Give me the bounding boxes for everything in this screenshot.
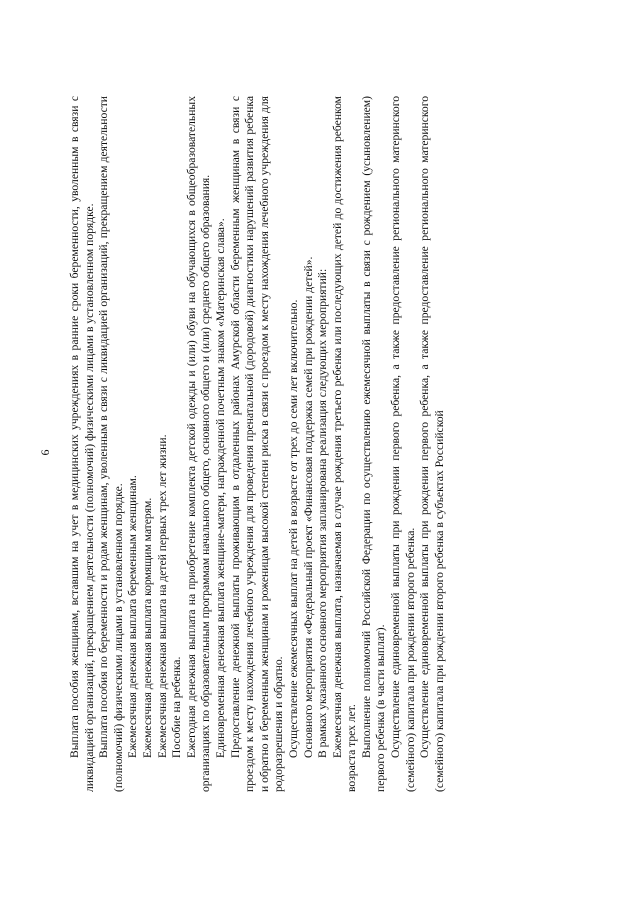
paragraph: Выплата пособия по беременности и родам женщинам, уволенным в связи с ликвидацией организаций, прекращением деятельности (полномочий) физическими лицами в установленном порядке. (97, 96, 125, 792)
paragraph: Ежемесячная денежная выплата на детей первых трех лет жизни. (155, 434, 169, 758)
paragraph: Ежемесячная денежная выплата кормящим матерям. (140, 497, 154, 758)
paragraph: Предоставление денежной выплаты проживающим в отдаленных районах Амурской области беременным женщинам в связи с проездом к месту нахождения лечебного учреждения для проведения пренатальной (дородовой) диагностики нарушений развития ребенка и обратно и беременным женщинам и роженицам высокой степени риска в связи с проездом к месту нахождения лечебного учреждения для родоразрешения и обратно. (228, 96, 286, 792)
paragraph: Основного мероприятия «Федеральный проект «Финансовая поддержка семей при рождении детей». (301, 256, 315, 758)
paragraph: Выплата пособия женщинам, вставшим на учет в медицинских учреждениях в ранние сроки беременности, уволенным в связи с ликвидацией организаций, прекращением деятельности (полномочий) физическими лицами в установленном порядке. (68, 96, 96, 792)
paragraph: Единовременная денежная выплата женщине-матери, награжденной почетным знаком «Материнская слава». (213, 218, 227, 758)
paragraph: Осуществление ежемесячных выплат на детей в возрасте от трех до семи лет включительно. (286, 299, 300, 758)
paragraph: Пособие на ребенка. (170, 656, 184, 758)
document-body (68, 96, 447, 792)
paragraph: Ежегодная денежная выплата на приобретение комплекта детской одежды и (или) обуви на обучающихся в общеобразовательных организациях по образовательным программам начального общего, основного общего и (или) среднего общего образования. (184, 96, 213, 792)
paragraph: Осуществление единовременной выплаты при рождении первого ребенка, а также предоставление регионального материнского (семейного) капитала при рождении второго ребенка. (389, 96, 417, 792)
paragraph: Осуществление единовременной выплаты при рождении первого ребенка, а также предоставление регионального материнского (семейного) капитала при рождении второго ребенка в субъектах Российской (418, 96, 446, 792)
paragraph: Ежемесячная денежная выплата беременным женщинам. (126, 475, 140, 758)
page-number: 6 (38, 449, 52, 456)
paragraph: Выполнение полномочий Российской Федерации по осуществлению ежемесячной выплаты в связи с рождением (усыновлением) первого ребенка (в части выплат). (359, 96, 388, 792)
paragraph: Ежемесячная денежная выплата, назначаемая в случае рождения третьего ребенка или последующих детей до достижения ребенком возраста трех лет. (330, 96, 359, 792)
paragraph: В рамках указанного основного мероприятия запланирована реализация следующих мероприятий: (316, 268, 330, 758)
